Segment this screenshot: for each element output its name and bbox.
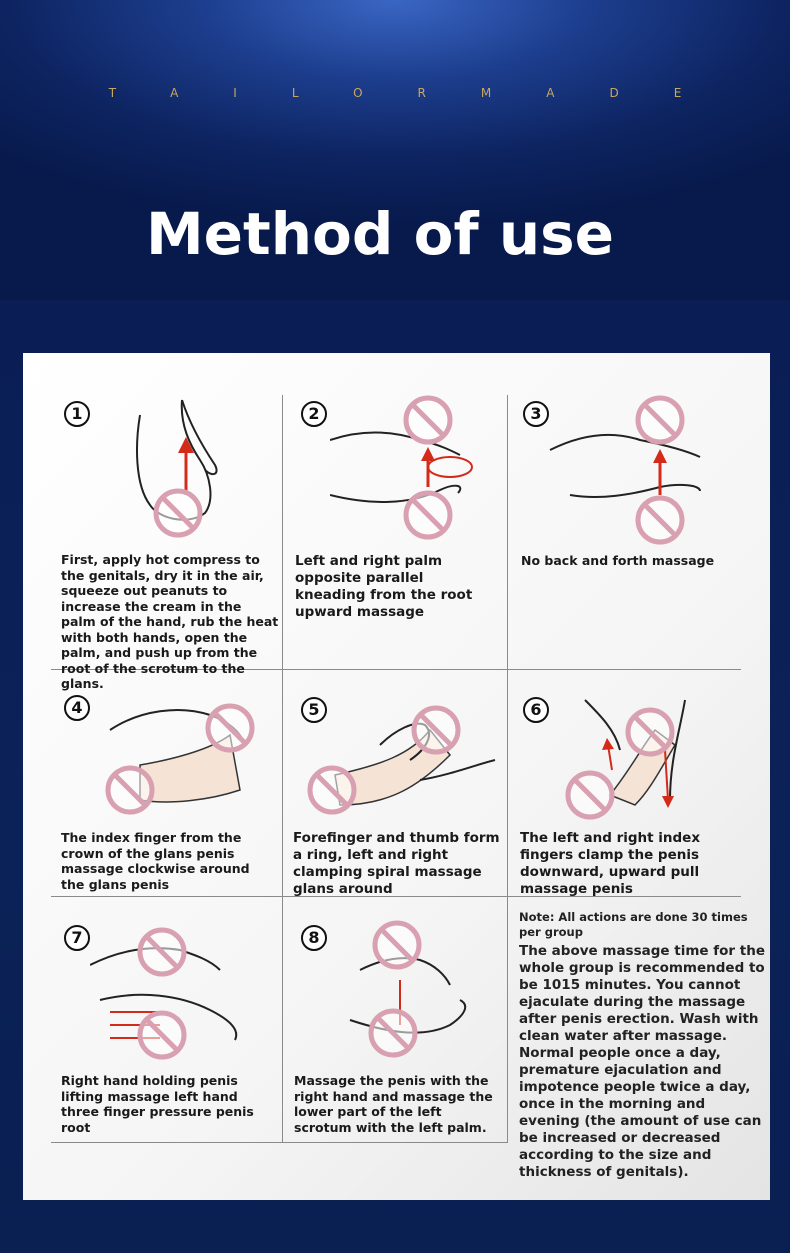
circular-arrow-icon <box>428 457 472 477</box>
step-1-text: First, apply hot compress to the genitals, dry it in the air, squeeze out peanuts to increase the cream in the palm of the hand, rub the heat with both hands, open the palm, and push up from the root of the scrotum to the glans. <box>61 552 279 691</box>
prohibition-icon <box>406 398 450 442</box>
step-5-text: Forefinger and thumb form a ring, left and right clamping spiral massage glans around <box>293 830 500 897</box>
hand-illustration <box>90 920 260 1070</box>
prohibition-icon <box>208 706 252 750</box>
brand-logo-text: TAILORMADE <box>108 86 737 100</box>
step-number-7: 7 <box>64 925 90 951</box>
prohibition-icon <box>414 708 458 752</box>
hand-illustration <box>330 395 480 545</box>
hand-illustration <box>340 920 490 1070</box>
note-small: Note: All actions are done 30 times per group <box>519 910 748 939</box>
page-title: Method of use <box>145 200 615 268</box>
step-6-text: The left and right index fingers clamp the penis downward, upward pull massage penis <box>520 830 701 897</box>
step-8-text: Massage the penis with the right hand and massage the lower part of the left scrotum with the left palm. <box>294 1073 493 1135</box>
grid-divider <box>51 1142 508 1143</box>
prohibition-icon <box>406 493 450 537</box>
hand-illustration <box>540 395 720 545</box>
prohibition-icon <box>108 768 152 812</box>
prohibition-icon <box>140 1013 184 1057</box>
prohibition-icon <box>628 710 672 754</box>
grid-divider <box>282 670 283 897</box>
prohibition-icon <box>371 1011 415 1055</box>
step-4-text: The index finger from the crown of the glans penis massage clockwise around the glans penis <box>61 830 250 892</box>
hand-illustration <box>300 695 500 825</box>
prohibition-icon <box>638 498 682 542</box>
prohibition-icon <box>310 768 354 812</box>
prohibition-icon <box>638 398 682 442</box>
step-7-text: Right hand holding penis lifting massage left hand three finger pressure penis root <box>61 1073 254 1135</box>
step-number-4: 4 <box>64 695 90 721</box>
grid-divider <box>507 670 508 897</box>
prohibition-icon <box>568 773 612 817</box>
step-number-2: 2 <box>301 401 327 427</box>
step-number-1: 1 <box>64 401 90 427</box>
step-number-5: 5 <box>301 697 327 723</box>
step-2-text: Left and right palm opposite parallel kneading from the root upward massage <box>295 553 473 620</box>
prohibition-icon <box>375 923 419 967</box>
note-body: The above massage time for the whole group is recommended to be 1015 minutes. You cannot ejaculate during the massage after penis erection. Wash with clean water after massage. Normal people once a day, premature ejaculation and impotence people twice a day, once in the morning and evening (the amount of use can be increased or decreased according to the size and thickness of genitals). <box>519 943 765 1180</box>
hand-illustration <box>120 395 240 545</box>
grid-divider <box>282 897 283 1143</box>
prohibition-icon <box>156 491 200 535</box>
grid-divider <box>507 897 508 1143</box>
step-number-6: 6 <box>523 697 549 723</box>
prohibition-icon <box>140 930 184 974</box>
step-number-8: 8 <box>301 925 327 951</box>
step-3-text: No back and forth massage <box>521 553 715 568</box>
grid-divider <box>507 395 508 670</box>
grid-divider <box>282 395 283 670</box>
step-number-3: 3 <box>523 401 549 427</box>
hand-illustration <box>100 690 270 820</box>
hand-illustration <box>560 690 700 820</box>
